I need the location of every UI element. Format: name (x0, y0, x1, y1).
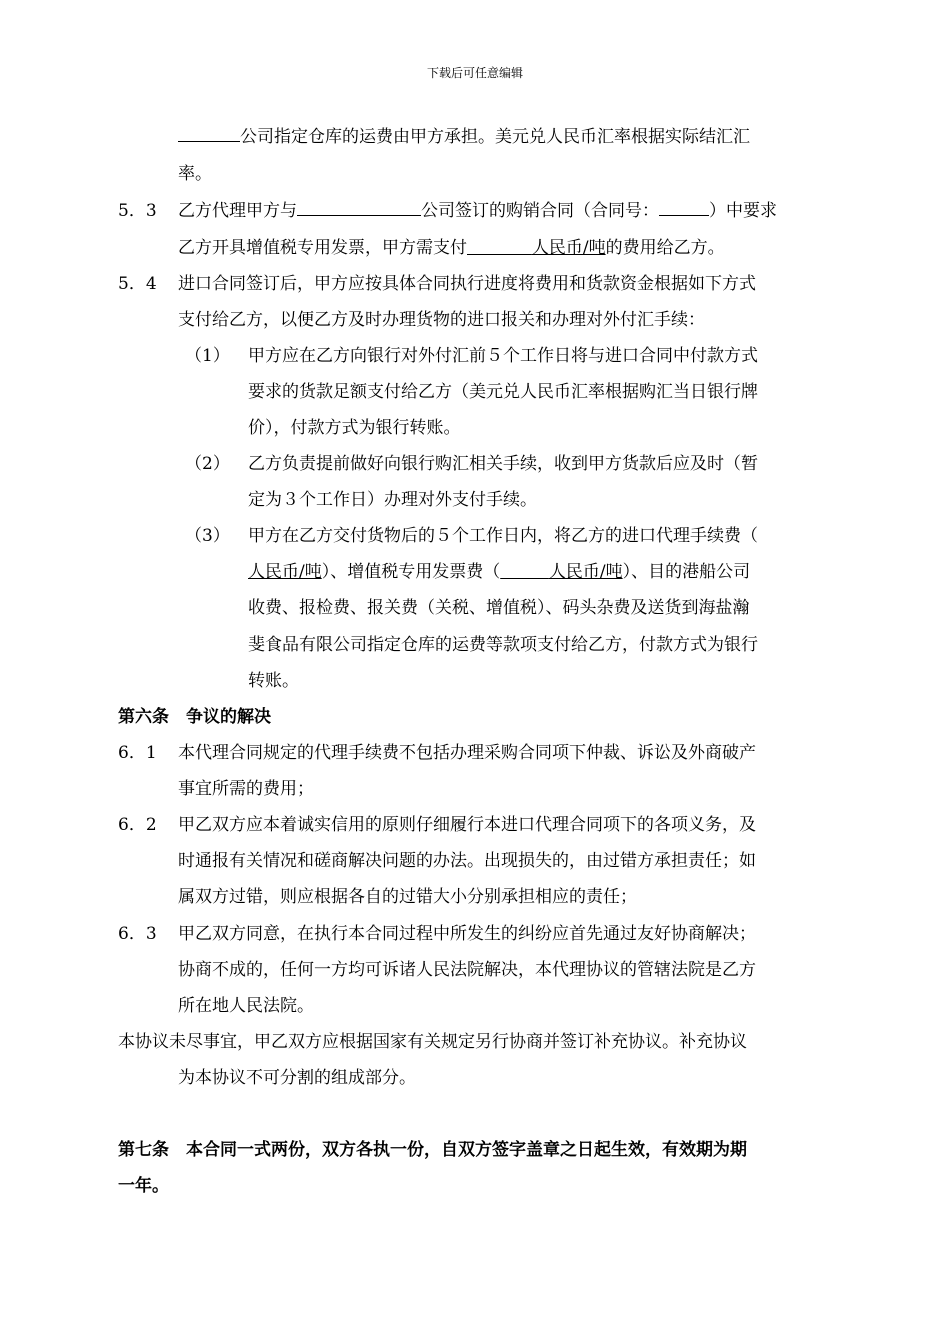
article-7-line-2: 一年。 (118, 1176, 169, 1196)
item-1-line-1: 甲方应在乙方向银行对外付汇前５个工作日将与进口合同中付款方式 (248, 346, 758, 366)
clause-6-2-line-3: 属双方过错，则应根据各自的过错大小分别承担相应的责任； (178, 887, 637, 907)
clause-number-6-3: 6．3 (118, 924, 157, 944)
article-6-title: 第六条 争议的解决 (118, 707, 271, 727)
blank-contract-no (659, 201, 709, 216)
item-3-line-1: 甲方在乙方交付货物后的５个工作日内，将乙方的进口代理手续费（ (248, 526, 758, 546)
blank-company (297, 201, 421, 216)
clause-6-3-line-1: 甲乙双方同意，在执行本合同过程中所发生的纠纷应首先通过友好协商解决； (178, 924, 756, 944)
clause-number-5-4: 5．4 (118, 274, 157, 294)
clause-number-6-1: 6．1 (118, 743, 157, 763)
clause-6-1-line-2: 事宜所需的费用； (178, 779, 314, 799)
blank-field (178, 127, 240, 142)
clause-5-4-line-1: 进口合同签订后，甲方应按具体合同执行进度将费用和货款资金根据如下方式 (178, 274, 756, 294)
item-1-line-3: 价），付款方式为银行转账。 (248, 418, 461, 438)
clause-6-3-line-3: 所在地人民法院。 (178, 996, 314, 1016)
item-3-line-2: 人民币/吨）、增值税专用发票费（ 人民币/吨）、目的港船公司 (248, 562, 751, 582)
continuation-line-1: 公司指定仓库的运费由甲方承担。美元兑人民币汇率根据实际结汇汇 (178, 127, 750, 147)
item-2-line-1: 乙方负责提前做好向银行购汇相关手续，收到甲方货款后应及时（暂 (248, 454, 758, 474)
clause-number-6-2: 6．2 (118, 815, 157, 835)
supplement-line-2: 为本协议不可分割的组成部分。 (178, 1068, 416, 1088)
supplement-line-1: 本协议未尽事宜，甲乙双方应根据国家有关规定另行协商并签订补充协议。补充协议 (118, 1032, 747, 1052)
clause-6-2-line-1: 甲乙双方应本着诚实信用的原则仔细履行本进口代理合同项下的各项义务，及 (178, 815, 756, 835)
item-number-2: （2） (185, 454, 230, 474)
clause-6-1-line-1: 本代理合同规定的代理手续费不包括办理采购合同项下仲裁、诉讼及外商破产 (178, 743, 756, 763)
article-7-line-1: 第七条 本合同一式两份，双方各执一份，自双方签字盖章之日起生效，有效期为期 (118, 1140, 747, 1160)
clause-5-3-line-2: 乙方开具增值税专用发票，甲方需支付 人民币/吨的费用给乙方。 (178, 238, 725, 258)
page-header-note: 下载后可任意编辑 (426, 66, 523, 80)
clause-5-3-line-1: 乙方代理甲方与 公司签订的购销合同（合同号： ）中要求 (178, 201, 777, 221)
clause-number-5-3: 5．3 (118, 201, 157, 221)
item-3-line-4: 斐食品有限公司指定仓库的运费等款项支付给乙方，付款方式为银行 (248, 635, 758, 655)
item-number-1: （1） (185, 346, 230, 366)
item-3-line-5: 转账。 (248, 671, 299, 691)
item-2-line-2: 定为３个工作日）办理对外支付手续。 (248, 490, 537, 510)
item-number-3: （3） (185, 526, 230, 546)
clause-6-3-line-2: 协商不成的，任何一方均可诉诸人民法院解决，本代理协议的管辖法院是乙方 (178, 960, 756, 980)
item-3-line-3: 收费、报检费、报关费（关税、增值税）、码头杂费及送货到海盐瀚 (248, 598, 750, 618)
continuation-line-2: 率。 (178, 164, 212, 184)
item-1-line-2: 要求的货款足额支付给乙方（美元兑人民币汇率根据购汇当日银行牌 (248, 382, 758, 402)
clause-5-4-line-2: 支付给乙方，以便乙方及时办理货物的进口报关和办理对外付汇手续： (178, 310, 705, 330)
clause-6-2-line-2: 时通报有关情况和磋商解决问题的办法。出现损失的，由过错方承担责任；如 (178, 851, 756, 871)
